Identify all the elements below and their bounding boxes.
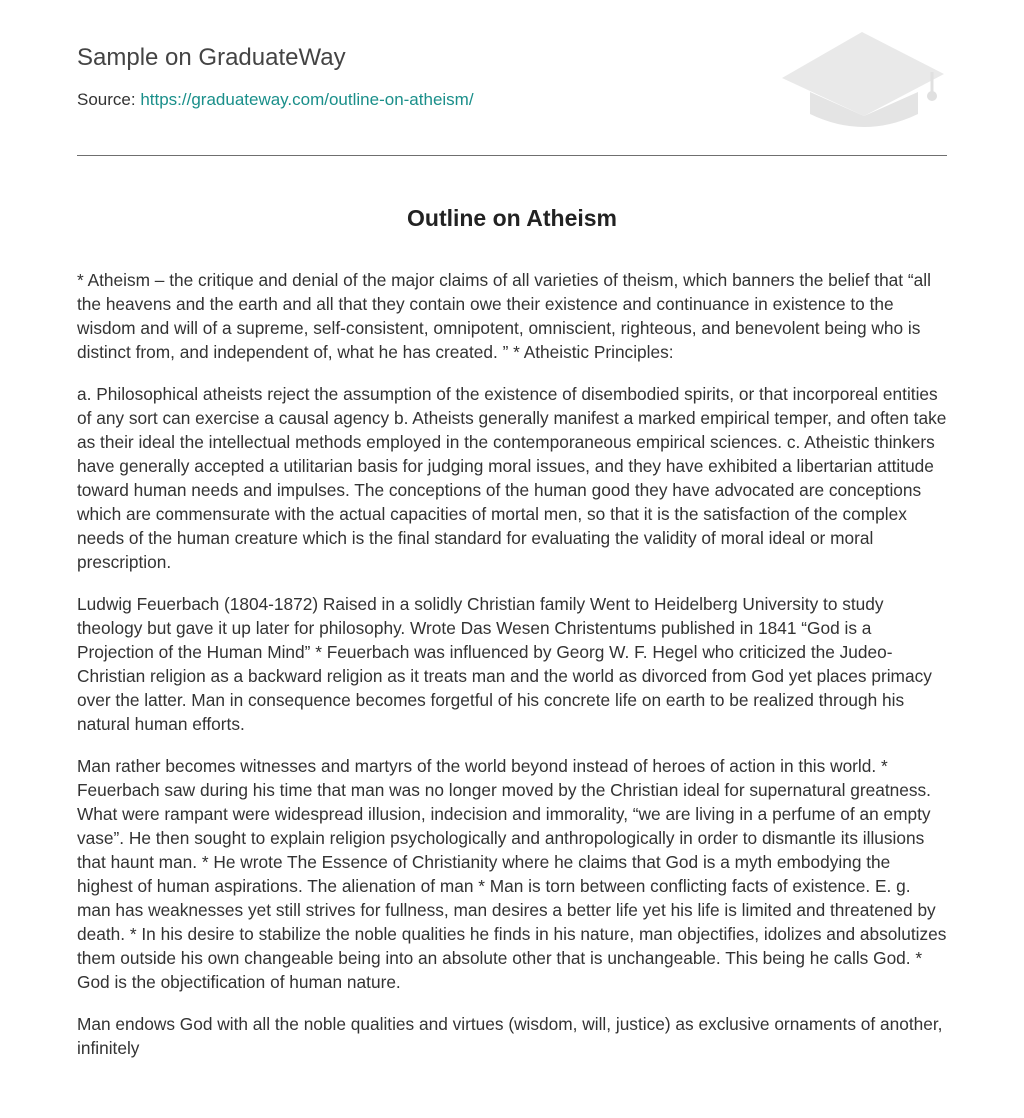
paragraph-feuerbach-alienation: Man rather becomes witnesses and martyrs of the world beyond instead of heroes of action in this world. * Feuerbach saw during his time that man was no longer moved by the Christian ideal for supernatural greatness. What were rampant were widespread illusion, indecision and immorality, “we are living in a perfume of an empty vase”. He then sought to explain religion psychologically and anthropologically in order to dismantle its illusions that haunt man. * He wrote The Essence of Christianity where he claims that God is a myth embodying the highest of human aspirations. The alienation of man * Man is torn between conflicting facts of existence. E. g. man has weaknesses yet still strives for fullness, man desires a better life yet his life is limited and threatened by death. * In his desire to stabilize the noble qualities he finds in his nature, man objectifies, idolizes and absolutizes them outside his own changeable being into an absolute other that is unchangeable. This being he calls God. * God is the objectification of human nature.	[77, 756, 947, 992]
site-title: Sample on GraduateWay	[77, 44, 346, 71]
article-body	[77, 268, 947, 1078]
paragraph-feuerbach-bio: Ludwig Feuerbach (1804-1872) Raised in a solidly Christian family Went to Heidelberg University to study theology but gave it up later for philosophy. Wrote Das Wesen Christentums published in 1841 “God is a Projection of the Human Mind” * Feuerbach was influenced by Georg W. F. Hegel who criticized the Judeo-Christian religion as a backward religion as it treats man and the world as divorced from God yet places primacy over the latter. Man in consequence becomes forgetful of his concrete life on earth to be realized through his natural human efforts.	[77, 594, 932, 734]
graduation-cap-icon	[780, 30, 948, 134]
source-label: Source:	[77, 90, 141, 109]
header-divider	[77, 155, 947, 156]
source-link[interactable]: https://graduateway.com/outline-on-atheism/	[140, 90, 474, 109]
source-line	[77, 90, 474, 110]
paragraph-atheistic-principles: a. Philosophical atheists reject the assumption of the existence of disembodied spirits, or that incorporeal entities of any sort can exercise a causal agency b. Atheists generally manifest a marked empirical temper, and often take as their ideal the intellectual methods employed in the contemporaneous empirical sciences. c. Atheistic thinkers have generally accepted a utilitarian basis for judging moral issues, and they have exhibited a libertarian attitude toward human needs and impulses. The conceptions of the human good they have advocated are conceptions which are commensurate with the actual capacities of mortal men, so that it is the satisfaction of the complex needs of the human creature which is the final standard for evaluating the validity of moral ideal or moral prescription.	[77, 384, 947, 572]
article-title: Outline on Atheism	[407, 205, 617, 231]
paragraph-man-endows-god: Man endows God with all the noble qualities and virtues (wisdom, will, justice) as exclusive ornaments of another, infinitely	[77, 1014, 943, 1058]
page-header	[77, 0, 947, 156]
paragraph-atheism-definition: * Atheism – the critique and denial of the major claims of all varieties of theism, which banners the belief that “all the heavens and the earth and all that they contain owe their existence and continuance in existence to the wisdom and will of a supreme, self-consistent, omnipotent, omniscient, righteous, and benevolent being who is distinct from, and independent of, what he has created. ” * Atheistic Principles:	[77, 270, 931, 362]
